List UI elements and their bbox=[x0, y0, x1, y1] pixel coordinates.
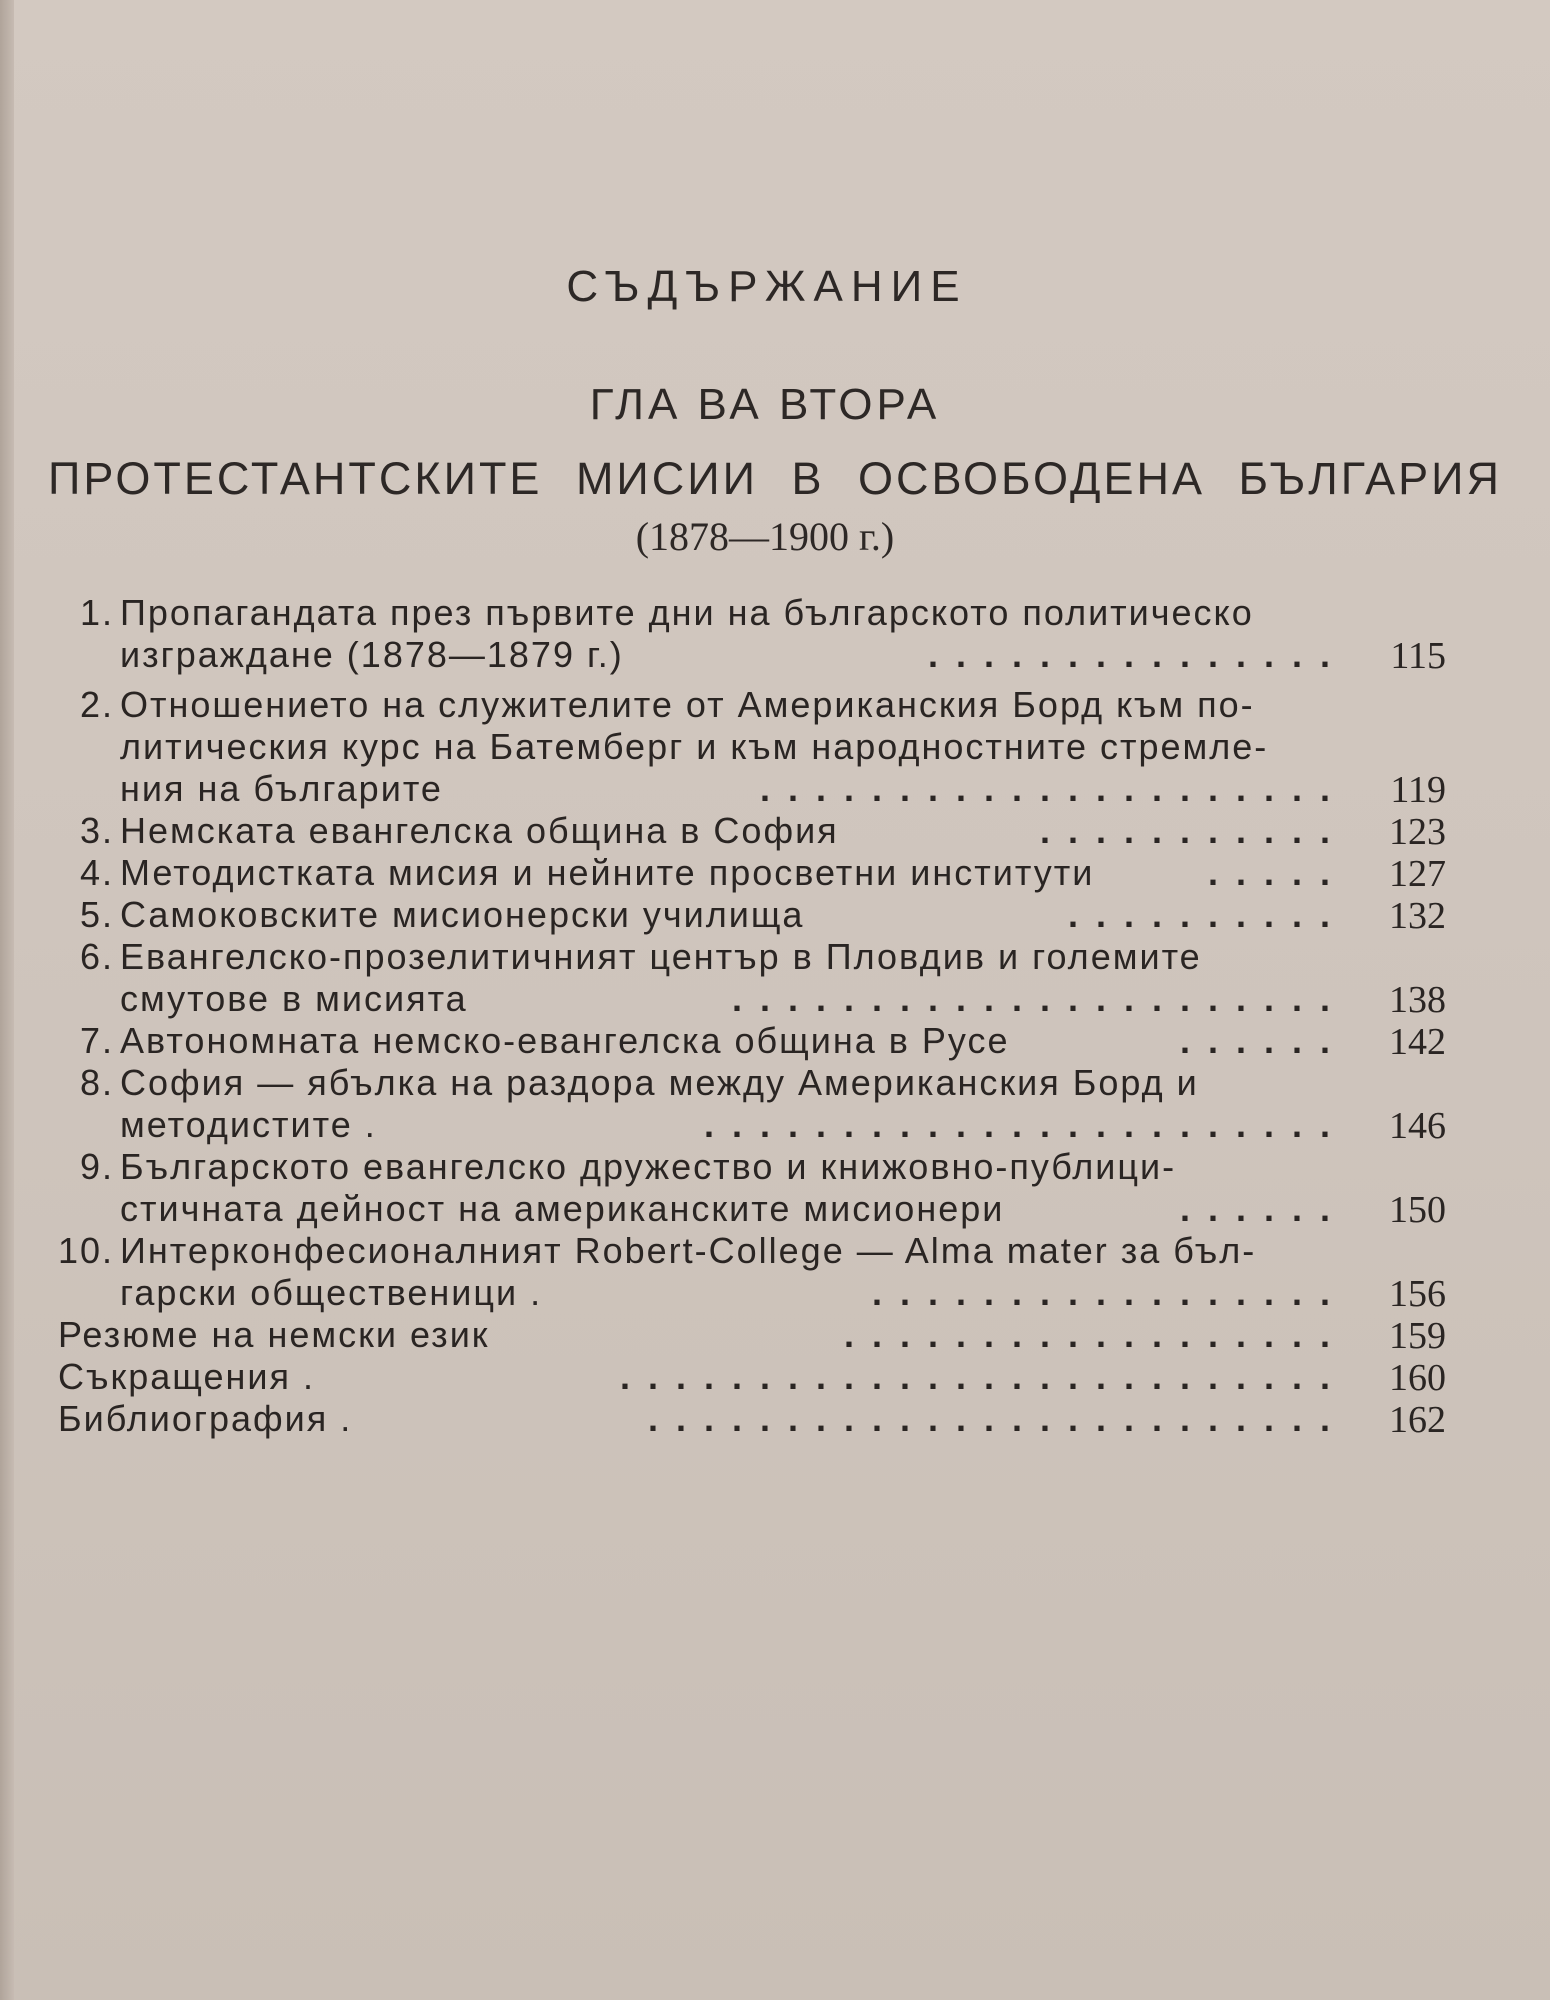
toc-entry-number: 6. bbox=[79, 936, 114, 977]
toc-entry-1-line-1 bbox=[58, 592, 1458, 634]
toc-entry-5 bbox=[58, 894, 1458, 936]
toc-page-number: 162 bbox=[1389, 1399, 1446, 1441]
toc-page-number: 150 bbox=[1389, 1189, 1446, 1231]
toc-entry-number: 1. bbox=[79, 592, 114, 633]
leader-dots: ...................... bbox=[731, 978, 1348, 1019]
toc-entry-text: Резюме на немски език bbox=[58, 1314, 490, 1355]
toc-entry-6-line-1 bbox=[58, 936, 1458, 978]
toc-entry-8-line-2 bbox=[58, 1104, 1458, 1146]
leader-dots: ............... bbox=[927, 634, 1348, 675]
toc-entry-number: 4. bbox=[79, 852, 114, 893]
toc-entry-8-line-1 bbox=[58, 1062, 1458, 1104]
toc-page-number: 132 bbox=[1389, 895, 1446, 937]
toc-summary-german bbox=[58, 1314, 1458, 1356]
toc-entry-text: София — ябълка на раздора между Американския Борд и bbox=[120, 1062, 1199, 1103]
toc-entry-number: 9. bbox=[79, 1146, 114, 1187]
toc-entry-text: Библиография . bbox=[58, 1398, 353, 1439]
toc-entry-3 bbox=[58, 810, 1458, 852]
toc-entry-number: 2. bbox=[79, 684, 114, 725]
toc-entry-text: Съкращения . bbox=[58, 1356, 316, 1397]
toc-page-number: 156 bbox=[1389, 1273, 1446, 1315]
toc-entry-text: Отношението на служителите от Американския Борд към по- bbox=[120, 684, 1255, 725]
toc-entry-6-line-2 bbox=[58, 978, 1458, 1020]
toc-page-number: 123 bbox=[1389, 811, 1446, 853]
toc-page-number: 142 bbox=[1389, 1021, 1446, 1063]
toc-page-number: 160 bbox=[1389, 1357, 1446, 1399]
leader-dots: ....................... bbox=[703, 1104, 1348, 1145]
toc-entry-text: Немската евангелска община в София bbox=[120, 810, 839, 851]
leader-dots: .................. bbox=[843, 1314, 1348, 1355]
chapter-label: ГЛА ВА ВТОРА bbox=[589, 380, 941, 429]
leader-dots: ..................... bbox=[759, 768, 1348, 809]
toc-entry-2-line-2 bbox=[58, 726, 1458, 768]
toc-page-number: 119 bbox=[1390, 769, 1446, 811]
toc-entry-number: 5. bbox=[79, 894, 114, 935]
leader-dots: .......................... bbox=[619, 1356, 1348, 1397]
toc-entry-text: изграждане (1878—1879 г.) bbox=[120, 634, 624, 675]
leader-dots: .......... bbox=[1067, 894, 1348, 935]
toc-entry-9-line-1 bbox=[58, 1146, 1458, 1188]
toc-entry-number: 7. bbox=[79, 1020, 114, 1061]
leader-dots: ...... bbox=[1179, 1188, 1348, 1229]
toc-entry-1-line-2 bbox=[58, 634, 1458, 676]
toc-entry-number: 10. bbox=[58, 1230, 115, 1271]
toc-abbreviations bbox=[58, 1356, 1458, 1398]
toc-entry-text: стичната дейност на американските мисионери bbox=[120, 1188, 1005, 1229]
chapter-title: ПРОТЕСТАНТСКИТЕ МИСИИ В ОСВОБОДЕНА БЪЛГАРИЯ bbox=[48, 453, 1502, 504]
contents-title: СЪДЪРЖАНИЕ bbox=[566, 262, 968, 311]
toc-entry-text: Методистката мисия и нейните просветни институти bbox=[120, 852, 1095, 893]
toc-page-number: 127 bbox=[1389, 853, 1446, 895]
toc-page-number: 115 bbox=[1390, 635, 1446, 677]
leader-dots: ..... bbox=[1207, 852, 1348, 893]
toc-entry-text: Автономната немско-евангелска община в Русе bbox=[120, 1020, 1010, 1061]
leader-dots: ........... bbox=[1039, 810, 1348, 851]
toc-entry-text: Самоковските мисионерски училища bbox=[120, 894, 805, 935]
toc-entry-2-line-1 bbox=[58, 684, 1458, 726]
toc-entry-text: ния на българите bbox=[120, 768, 443, 809]
toc-page-number: 138 bbox=[1389, 979, 1446, 1021]
toc-entry-number: 3. bbox=[79, 810, 114, 851]
leader-dots: ................. bbox=[871, 1272, 1348, 1313]
leader-dots: ...... bbox=[1179, 1020, 1348, 1061]
chapter-years: (1878—1900 г.) bbox=[635, 514, 895, 559]
toc-entry-9-line-2 bbox=[58, 1188, 1458, 1230]
toc-entry-text: Пропагандата през първите дни на българското политическо bbox=[120, 592, 1254, 633]
toc-entry-2-line-3 bbox=[58, 768, 1458, 810]
leader-dots: ......................... bbox=[647, 1398, 1348, 1439]
toc-page-number: 159 bbox=[1389, 1315, 1446, 1357]
toc-entry-text: смутове в мисията bbox=[120, 978, 468, 1019]
toc-entry-text: литическия курс на Батемберг и към народностните стремле- bbox=[120, 726, 1269, 767]
toc-bibliography bbox=[58, 1398, 1458, 1440]
toc-entry-text: Българското евангелско дружество и книжовно-публици- bbox=[120, 1146, 1177, 1187]
toc-entry-text: Евангелско-прозелитичният център в Пловдив и големите bbox=[120, 936, 1202, 977]
toc-entry-10-line-2 bbox=[58, 1272, 1458, 1314]
toc-entry-text: гарски общественици . bbox=[120, 1272, 543, 1313]
toc-entry-text: Интерконфесионалният Robert-College — Alma mater за бъл- bbox=[120, 1230, 1257, 1271]
toc-entry-text: методистите . bbox=[120, 1104, 377, 1145]
toc-entry-number: 8. bbox=[79, 1062, 114, 1103]
toc-page-number: 146 bbox=[1389, 1105, 1446, 1147]
toc-entry-10-line-1 bbox=[58, 1230, 1458, 1272]
toc-entry-4 bbox=[58, 852, 1458, 894]
toc-entry-7 bbox=[58, 1020, 1458, 1062]
